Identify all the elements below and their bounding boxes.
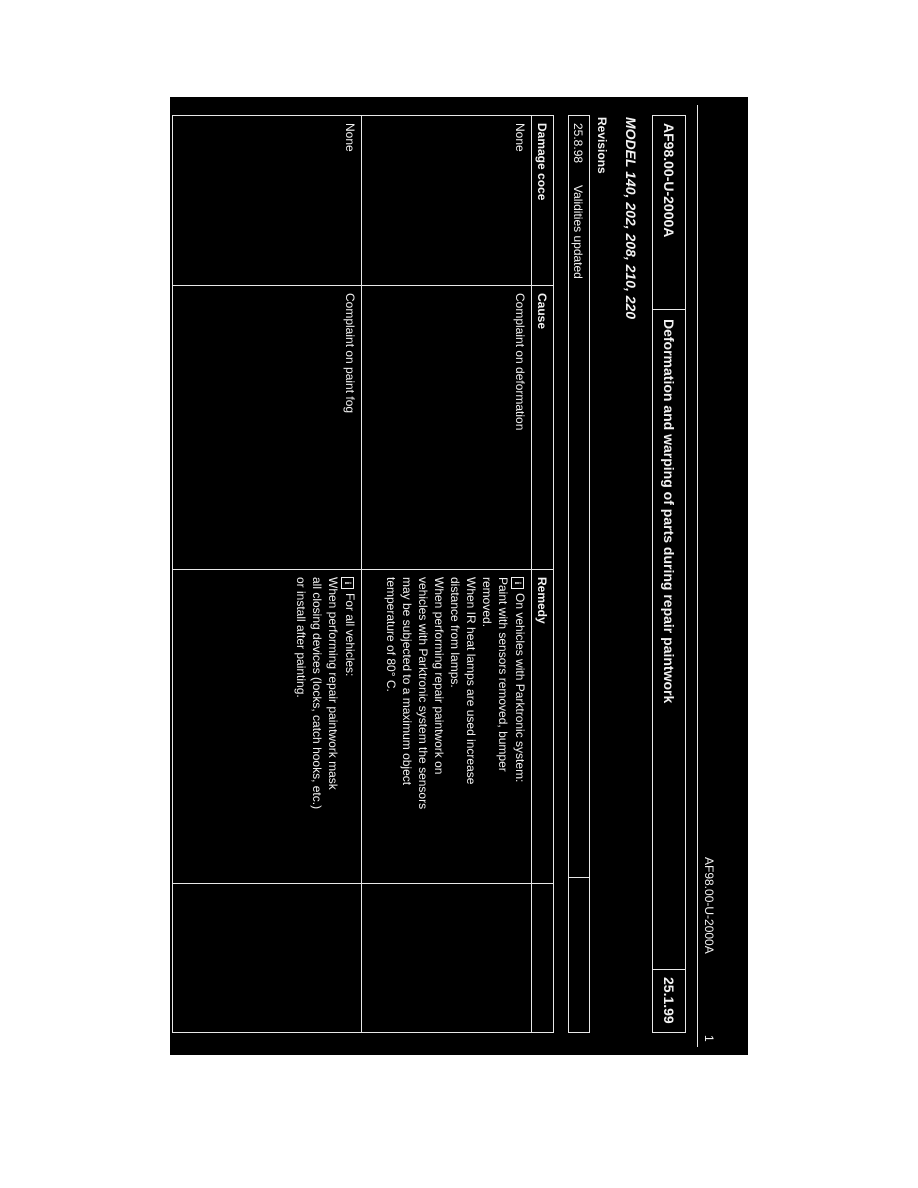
- remedy-line: Paint with sensors removed, bumper: [496, 577, 510, 772]
- remedy-line: removed.: [480, 577, 494, 628]
- model-line: MODEL 140, 202, 208, 210, 220: [623, 117, 639, 320]
- row2-cause: Complaint on paint fog: [343, 293, 357, 414]
- row1-cause: Complaint on deformation: [513, 293, 527, 431]
- main-table: [172, 115, 554, 1033]
- remedy-line: or install after painting.: [294, 577, 308, 698]
- remedy-line: iOn vehicles with Parktronic system:: [511, 577, 528, 809]
- header-title: Deformation and warping of parts during repair paintwork: [661, 319, 677, 704]
- table-header-rule: [531, 115, 532, 1033]
- revisions-heading: Revisions: [595, 117, 609, 174]
- info-icon: i: [511, 577, 524, 589]
- table-col-divider: [172, 569, 554, 570]
- row2-damage-code: None: [343, 123, 357, 152]
- revision-date: 25.8.98: [571, 123, 585, 164]
- row1-remedy: [383, 577, 528, 809]
- header-divider: [652, 969, 686, 970]
- table-col-divider: [172, 883, 554, 884]
- table-row-rule: [361, 115, 362, 1033]
- scanned-page: [170, 97, 748, 1055]
- col-header-cause: Cause: [535, 293, 549, 330]
- remedy-line: iFor all vehicles:: [341, 577, 358, 809]
- header-date: 25.1.99: [661, 977, 677, 1024]
- row2-remedy: [293, 577, 358, 809]
- remedy-line: temperature of 80° C.: [384, 577, 398, 692]
- doc-reference: AF98.00-U-2000A: [702, 857, 716, 954]
- table-col-divider: [172, 285, 554, 286]
- remedy-line: may be subjected to a maximum object: [400, 577, 414, 786]
- revisions-divider: [568, 877, 590, 878]
- page-number: 1: [702, 1035, 716, 1042]
- info-icon: i: [341, 577, 354, 589]
- header-doc-id: AF98.00-U-2000A: [661, 123, 677, 238]
- rotated-document: [170, 97, 748, 1055]
- row1-damage-code: None: [513, 123, 527, 152]
- remedy-line: When performing repair paintwork mask: [326, 577, 340, 790]
- remedy-line: When IR heat lamps are used increase: [464, 577, 478, 785]
- remedy-line: When performing repair paintwork on: [432, 577, 446, 775]
- remedy-line: vehicles with Parktronic system the sensors: [416, 577, 430, 810]
- col-header-remedy: Remedy: [535, 577, 549, 624]
- header-divider: [652, 309, 686, 310]
- remedy-line: distance from lamps.: [448, 577, 462, 688]
- col-header-damage-code: Damage coce: [535, 123, 549, 201]
- remedy-line: all closing devices (locks, catch hooks, etc.): [310, 577, 324, 810]
- revision-text: Validities updated: [571, 185, 585, 279]
- top-rule: [697, 105, 698, 1047]
